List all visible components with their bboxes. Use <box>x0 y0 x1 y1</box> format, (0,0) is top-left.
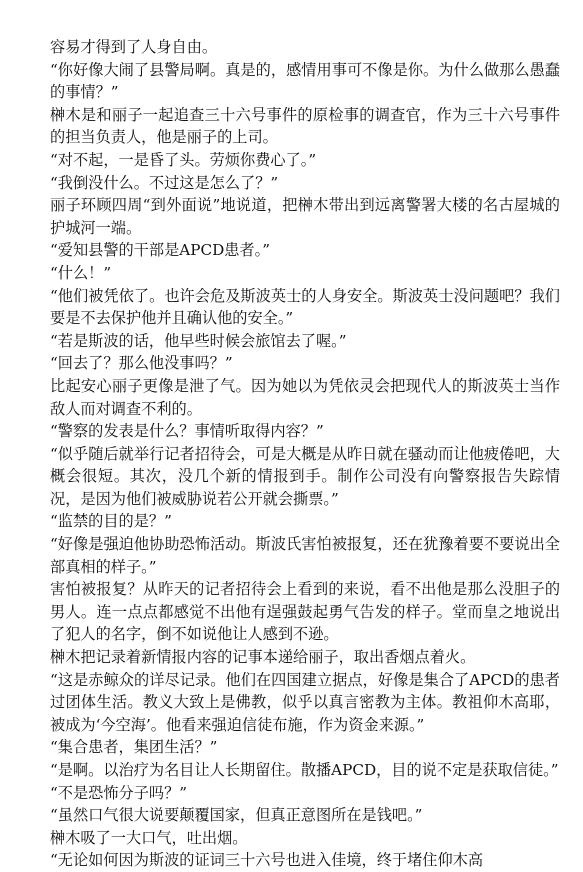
paragraph: “这是赤鲸众的详尽记录。他们在四国建立据点，好像是集合了APCD的患者过团体生活。教义大致上是佛教，似乎以真言密教为主体。教祖仰木高耶，被成为‘今空海’。他看来强迫信徒布施，作为资金来源。” <box>50 670 560 734</box>
paragraph: “是啊。以治疗为名目让人长期留住。散播APCD，目的说不定是获取信徒。” <box>50 761 559 779</box>
paragraph: “我倒没什么。不过这是怎么了？” <box>50 173 279 192</box>
paragraph: 榊木把记录着新情报内容的记事本递给丽子，取出香烟点着火。 <box>50 648 476 667</box>
paragraph: “什么！” <box>50 263 112 282</box>
paragraph: “好像是强迫他协助恐怖活动。斯波氏害怕被报复，还在犹豫着要不要说出全部真相的样子。” <box>50 535 560 576</box>
document-page <box>50 36 560 872</box>
paragraph: “警察的发表是什么？事情听取得内容？” <box>50 422 324 441</box>
paragraph: 榊木是和丽子一起追查三十六号事件的原检事的调查官，作为三十六号事件的担当负责人，他是丽子的上司。 <box>50 105 560 147</box>
paragraph: “他们被凭依了。也许会危及斯波英士的人身安全。斯波英士没问题吧？我们要是不去保护他并且确认他的安全。” <box>50 286 560 328</box>
paragraph: “监禁的目的是？” <box>50 512 172 531</box>
paragraph: “无论如何因为斯波的证词三十六号也进入佳境，终于堵住仰木高 <box>50 851 484 870</box>
paragraph: “回去了？那么他没事吗？” <box>50 354 233 373</box>
paragraph: 比起安心丽子更像是泄了气。因为她以为凭依灵会把现代人的斯波英士当作敌人而对调查不利的。 <box>50 376 560 418</box>
paragraph: “对不起，一是昏了头。劳烦你费心了。” <box>50 150 317 169</box>
paragraph: “爱知县警的干部是APCD患者。” <box>50 241 270 260</box>
paragraph: 害怕被报复？从昨天的记者招待会上看到的来说，看不出他是那么没胆子的男人。连一点点都感觉不出他有逞强鼓起勇气告发的样子。堂而皇之地说出了犯人的名字，倒不如说他让人感到不逊。 <box>50 580 560 644</box>
paragraph: 榊木吸了一大口气，吐出烟。 <box>50 828 248 847</box>
paragraph: “不是恐怖分子吗？” <box>50 783 188 802</box>
paragraph: “虽然口气很大说要颠覆国家，但真正意图所在是钱吧。” <box>50 806 423 825</box>
paragraph: “似乎随后就举行记者招待会，可是大概是从昨日就在骚动而让他疲倦吧，大概会很短。其次，没几个新的情报到手。制作公司没有向警察报告失踪情况，是因为他们被威胁说若公开就会撕票。” <box>50 444 560 508</box>
paragraph: “若是斯波的话，他早些时候会旅馆去了喔。” <box>50 331 347 350</box>
paragraph: 丽子环顾四周“到外面说”地说道，把榊木带出到远离警署大楼的名古屋城的护城河一端。 <box>50 196 560 237</box>
paragraph: 容易才得到了人身自由。 <box>50 38 218 56</box>
paragraph: “集合患者，集团生活？” <box>50 738 218 757</box>
paragraph: “你好像大闹了县警局啊。真是的，感情用事可不像是你。为什么做那么愚蠢的事情？” <box>50 60 560 102</box>
